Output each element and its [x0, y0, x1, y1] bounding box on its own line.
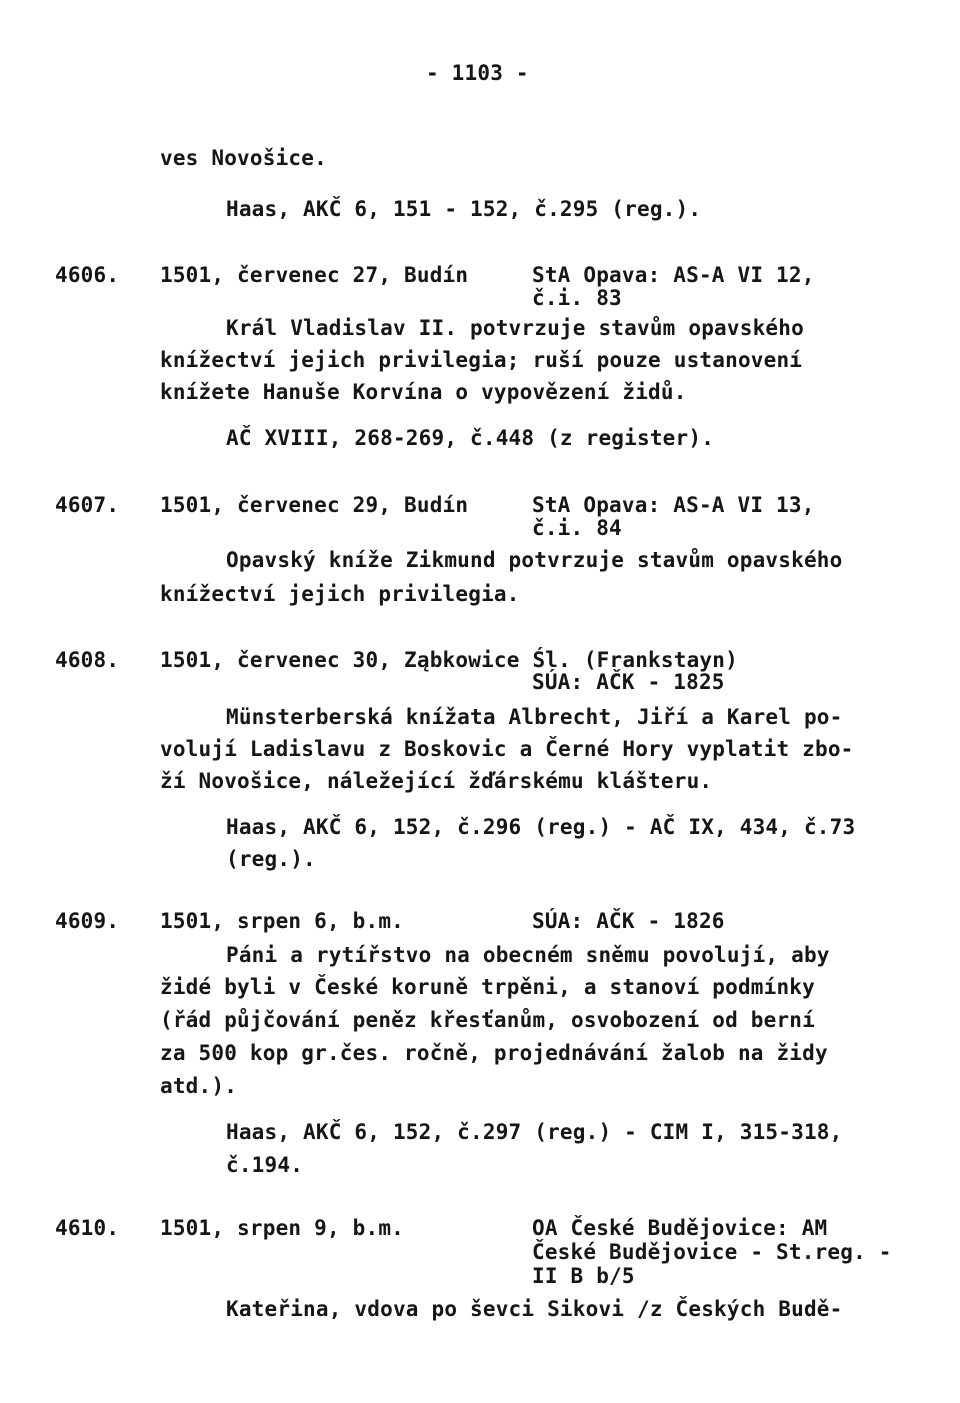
entry-text-line: atd.). [160, 1074, 238, 1098]
entry-date-place: 1501, srpen 6, b.m. [160, 909, 405, 933]
entry-text-line: knížectví jejich privilegia. [160, 582, 520, 606]
entry-text-line: Kateřina, vdova po ševci Sikovi /z Českých Budě- [226, 1297, 843, 1321]
entry-citation-line: Haas, AKČ 6, 152, č.297 (reg.) - CIM I, 315-318, [226, 1120, 843, 1144]
entry-text-line: židé byli v České koruně trpěni, a stanoví podmínky [160, 975, 815, 999]
entry-archive-line: II B b/5 [532, 1264, 635, 1288]
entry-archive-line: StA Opava: AS-A VI 12, [532, 263, 815, 287]
entry-text-line: knížete Hanuše Korvína o vypovězení židů. [160, 380, 687, 404]
entry-number: 4609. [55, 909, 120, 933]
page-number: - 1103 - [426, 61, 529, 85]
entry-text-line: Král Vladislav II. potvrzuje stavům opavského [226, 316, 804, 340]
intro-text: ves Novošice. [160, 146, 327, 170]
entry-text-line: knížectví jejich privilegia; ruší pouze ustanovení [160, 348, 803, 372]
entry-number: 4610. [55, 1216, 120, 1240]
entry-text-line: (řád půjčování peněz křesťanům, osvobození od berní [160, 1008, 815, 1032]
entry-number: 4606. [55, 263, 120, 287]
entry-text-line: volují Ladislavu z Boskovic a Černé Hory vyplatit zbo- [160, 737, 854, 761]
entry-archive-line: SÚA: AČK - 1826 [532, 909, 725, 933]
entry-citation-line: AČ XVIII, 268-269, č.448 (z register). [226, 426, 715, 450]
entry-date-place: 1501, červenec 30, Ząbkowice Śl. (Frankstayn) [160, 648, 738, 672]
entry-date-place: 1501, červenec 27, Budín [160, 263, 469, 287]
entry-text-line: Opavský kníže Zikmund potvrzuje stavům opavského [226, 548, 843, 572]
entry-archive-line: StA Opava: AS-A VI 13, [532, 493, 815, 517]
entry-citation-line: (reg.). [226, 847, 316, 871]
entry-archive-line: SÚA: AČK - 1825 [532, 670, 725, 694]
entry-date-place: 1501, červenec 29, Budín [160, 493, 469, 517]
entry-number: 4608. [55, 648, 120, 672]
entry-date-place: 1501, srpen 9, b.m. [160, 1216, 405, 1240]
entry-archive-line: OA České Budějovice: AM [532, 1216, 828, 1240]
entry-number: 4607. [55, 493, 120, 517]
entry-text-line: za 500 kop gr.čes. ročně, projednávání žalob na židy [160, 1041, 828, 1065]
entry-archive-line: č.i. 84 [532, 516, 622, 540]
intro-citation: Haas, AKČ 6, 151 - 152, č.295 (reg.). [226, 197, 702, 221]
entry-citation-line: Haas, AKČ 6, 152, č.296 (reg.) - AČ IX, 434, č.73 [226, 815, 856, 839]
entry-text-line: ží Novošice, náležející žďárskému klášteru. [160, 769, 713, 793]
entry-citation-line: č.194. [226, 1153, 304, 1177]
entry-archive-line: České Budějovice - St.reg. - [532, 1240, 892, 1264]
entry-archive-line: č.i. 83 [532, 286, 622, 310]
entry-text-line: Münsterberská knížata Albrecht, Jiří a Karel po- [226, 705, 843, 729]
entry-text-line: Páni a rytířstvo na obecném sněmu povolují, aby [226, 943, 830, 967]
